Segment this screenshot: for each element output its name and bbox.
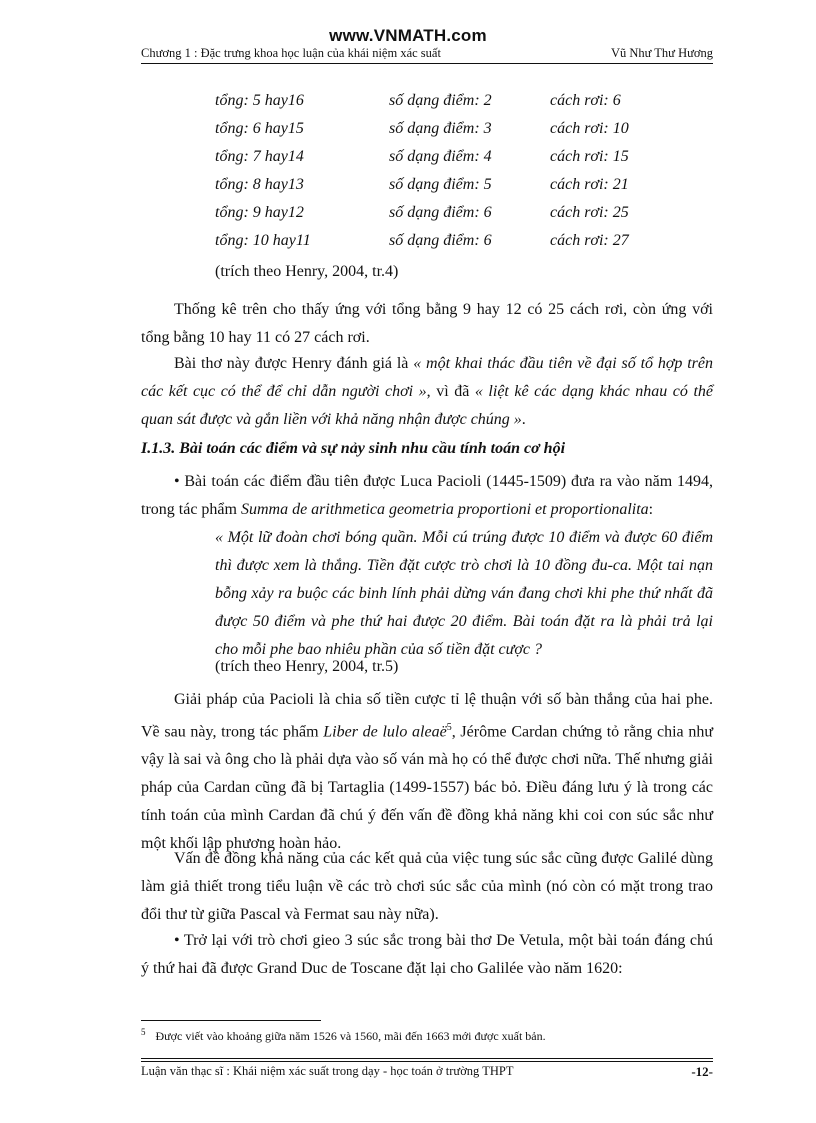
book-title: Summa de arithmetica geometria proportioni et proportionalita [240, 501, 649, 518]
text-run: • Bài toán các điểm đầu tiên được Luca Pacioli (1445-1509) đưa ra vào năm 1494, trong tác phẩm [141, 473, 713, 518]
paragraph-galile: Vấn đề đồng khả năng của các kết quả của việc tung súc sắc cũng được Galilé dùng làm giả thiết trong tiểu luận về các trò chơi súc sắc của mình (nó còn có mặt trong trao đổi thư từ giữa Pascal và Fermat sau này nữa). [141, 850, 713, 923]
patterns-cell: số dạng điểm: 2 [389, 92, 492, 109]
patterns-cell: số dạng điểm: 5 [389, 176, 492, 193]
table-row [215, 232, 655, 260]
footnote-ref[interactable]: 5 [446, 722, 452, 733]
paragraph-henry-evaluation [141, 350, 713, 434]
ways-cell: cách rơi: 27 [550, 232, 629, 249]
table-row [215, 204, 655, 232]
ways-cell: cách rơi: 10 [550, 120, 629, 137]
text-run: Giải pháp của Pacioli là chia số tiền cược tỉ lệ thuận với số bàn thắng của hai phe. Về sau này, trong tác phẩm [141, 691, 713, 741]
book-title: Liber de lulo aleaë [323, 723, 447, 741]
patterns-cell: số dạng điểm: 3 [389, 120, 492, 137]
footnote-rule [141, 1020, 321, 1021]
patterns-cell: số dạng điểm: 6 [389, 232, 492, 249]
ways-cell: cách rơi: 6 [550, 92, 621, 109]
author-header: Vũ Như Thư Hương [610, 46, 713, 60]
table-row [215, 148, 655, 176]
footer-rule [141, 1058, 713, 1059]
ways-cell: cách rơi: 21 [550, 176, 629, 193]
chapter-header: Chương 1 : Đặc trưng khoa học luận của khái niệm xác suất [141, 46, 441, 60]
dice-sum-table [215, 92, 655, 260]
table-row [215, 176, 655, 204]
sum-cell: tổng: 6 hay15 [215, 120, 304, 137]
text-run: , vì đã [426, 383, 475, 400]
patterns-cell: số dạng điểm: 6 [389, 204, 492, 221]
text-run: Bài thơ này được Henry đánh giá là [174, 355, 414, 372]
quote-run: « liệt kê các dạng khác nhau có thể quan sát được và gắn liền với khả năng nhận được chúng » [141, 383, 713, 428]
table-row [215, 92, 655, 120]
header-rule [141, 63, 713, 64]
sum-cell: tổng: 9 hay12 [215, 204, 304, 221]
citation-henry-tr5: (trích theo Henry, 2004, tr.5) [215, 658, 399, 675]
footnote-text: Được viết vào khoảng giữa năm 1526 và 1560, mãi đến 1663 mới được xuất bản. [155, 1029, 546, 1043]
text-run: : [648, 501, 654, 518]
footnote-number: 5 [141, 1027, 146, 1037]
ways-cell: cách rơi: 25 [550, 204, 629, 221]
text-run: . [521, 411, 526, 428]
table-row [215, 120, 655, 148]
page-number: -12- [691, 1064, 713, 1079]
site-watermark: www.VNMATH.com [329, 26, 487, 45]
footer-thesis-title: Luận văn thạc sĩ : Khái niệm xác suất trong dạy - học toán ở trường THPT [141, 1064, 514, 1078]
sum-cell: tổng: 10 hay11 [215, 232, 311, 249]
citation-henry-tr4: (trích theo Henry, 2004, tr.4) [215, 263, 399, 280]
ways-cell: cách rơi: 15 [550, 148, 629, 165]
sum-cell: tổng: 5 hay16 [215, 92, 304, 109]
footer-rule-thin [141, 1061, 713, 1062]
sum-cell: tổng: 7 hay14 [215, 148, 304, 165]
sum-cell: tổng: 8 hay13 [215, 176, 304, 193]
paragraph-pacioli [141, 468, 713, 524]
patterns-cell: số dạng điểm: 4 [389, 148, 492, 165]
text-run: , Jérôme Cardan chứng tỏ rằng chia như vậy là sai và ông cho là phải dựa vào số ván mà họ có thể được chơi nữa. Thế nhưng giải pháp của Cardan cũng đã bị Tartaglia (1499-1557) bác bỏ. Điều đáng lưu ý là trong các tính toán của mình Cardan đã chú ý đến vấn đề đồng khả năng khi coi con súc sắc như một khối lập phương hoàn hảo. [141, 723, 714, 853]
paragraph-cardan [141, 686, 713, 858]
footnote [141, 1027, 546, 1044]
paragraph-de-vetula: • Trở lại với trò chơi gieo 3 súc sắc trong bài thơ De Vetula, một bài toán đáng chú ý thứ hai đã được Grand Duc de Toscane đặt lại cho Galilée vào năm 1620: [141, 932, 713, 977]
quote-run: « một khai thác đầu tiên về đại số tổ hợp trên các kết cục có thể để chỉ dẫn người chơi » [141, 355, 714, 400]
paragraph-statistics: Thống kê trên cho thấy ứng với tổng bằng 9 hay 12 có 25 cách rơi, còn ứng với tổng bằng 10 hay 11 có 27 cách rơi. [141, 301, 713, 346]
section-heading: I.1.3. Bài toán các điểm và sự nảy sinh nhu cầu tính toán cơ hội [141, 440, 566, 457]
problem-quote: « Một lữ đoàn chơi bóng quần. Mỗi cú trúng được 10 điểm và được 60 điểm thì được xem là thắng. Tiền đặt cược trò chơi là 10 đồng đu-ca. Một tai nạn bỗng xảy ra buộc các binh lính phải dừng ván đang chơi khi phe thứ nhất đã được 50 điểm và phe thứ hai được 20 điểm. Bài toán đặt ra là phải trả lại cho mỗi phe bao nhiêu phần của số tiền đặt cược ? [215, 529, 713, 658]
